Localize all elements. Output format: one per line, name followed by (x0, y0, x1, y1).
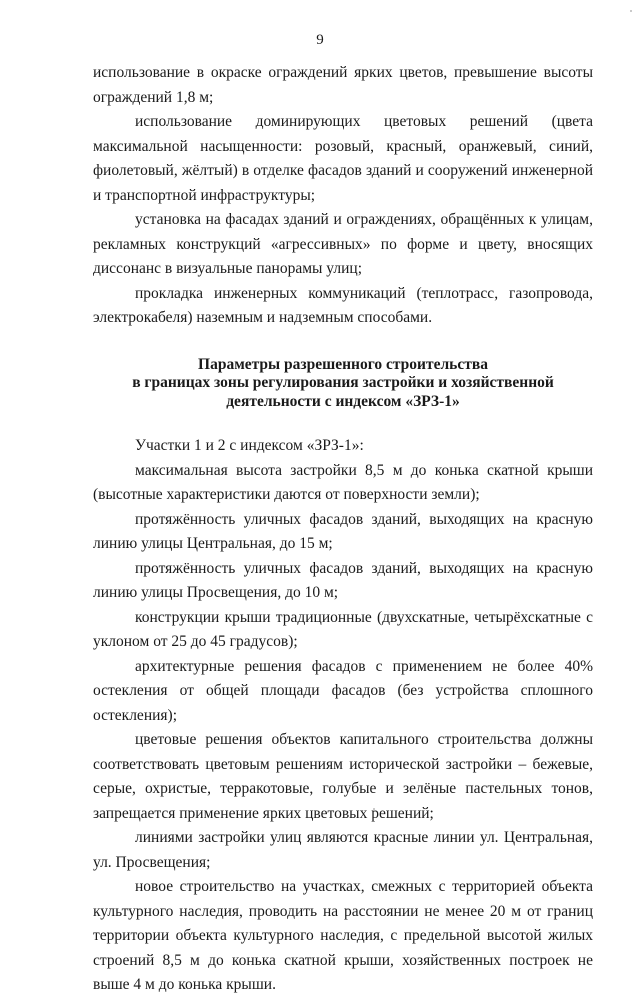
section-intro: Участки 1 и 2 с индексом «ЗРЗ-1»: (135, 437, 364, 454)
paragraph: архитектурные решения фасадов с применением не более 40% остекления от общей площади фасадов (без устройства сплошного остекления); (93, 657, 593, 724)
paragraph: конструкции крыши традиционные (двухскатные, четырёхскатные с уклоном от 25 до 45 градусов); (93, 608, 593, 650)
document-body (93, 61, 593, 998)
section-heading-line: Параметры разрешенного строительства (198, 355, 488, 373)
paragraph: протяжённость уличных фасадов зданий, выходящих на красную линию улицы Центральная, до 15 м; (93, 510, 593, 552)
paragraph: прокладка инженерных коммуникаций (теплотрасс, газопровода, электрокабеля) наземным и надземным способами. (93, 284, 593, 326)
paragraph: максимальная высота застройки 8,5 м до конька скатной крыши (высотные характеристики даются от поверхности земли); (93, 461, 593, 503)
page-number: 9 (316, 32, 324, 48)
paragraph: новое строительство на участках, смежных с территорией объекта культурного наследия, проводить на расстоянии не менее 20 м от границ территории объекта культурного наследия, с предельной высотой жилых строений 8,5 м до конька скатной крыши, хозяйственных построек не выше 4 м до конька крыши. (93, 878, 593, 993)
paragraph: использование в окраске ограждений ярких цветов, превышение высоты ограждений 1,8 м; (93, 64, 593, 106)
paragraph: установка на фасадах зданий и ограждениях, обращённых к улицам, рекламных конструкций «агрессивных» по форме и цвету, вносящих диссонанс в визуальные панорамы улиц; (93, 211, 593, 277)
paragraph: использование доминирующих цветовых решений (цвета максимальной насыщенности: розовый, красный, оранжевый, синий, фиолетовый, жёлтый) в отделке фасадов зданий и сооружений инженерной и транспортной инфраструктуры; (93, 113, 593, 204)
section-heading (93, 356, 593, 412)
section-heading-line: в границах зоны регулирования застройки и хозяйственной (132, 374, 554, 391)
paragraph: линиями застройки улиц являются красные линии ул. Центральная, ул. Просвещения; (93, 829, 593, 871)
section-heading-line: деятельности с индексом «ЗРЗ-1» (226, 392, 460, 410)
paragraph: цветовые решения объектов капитального строительства должны соответствовать цветовым решениям исторической застройки – бежевые, серые, охристые, терракотовые, голубые и зелёные пастельных тонов, запрещается применение ярких цветовых решений; (93, 731, 593, 822)
paragraph: протяжённость уличных фасадов зданий, выходящих на красную линию улицы Просвещения, до 10 м; (93, 559, 593, 601)
scan-speck (630, 10, 632, 12)
